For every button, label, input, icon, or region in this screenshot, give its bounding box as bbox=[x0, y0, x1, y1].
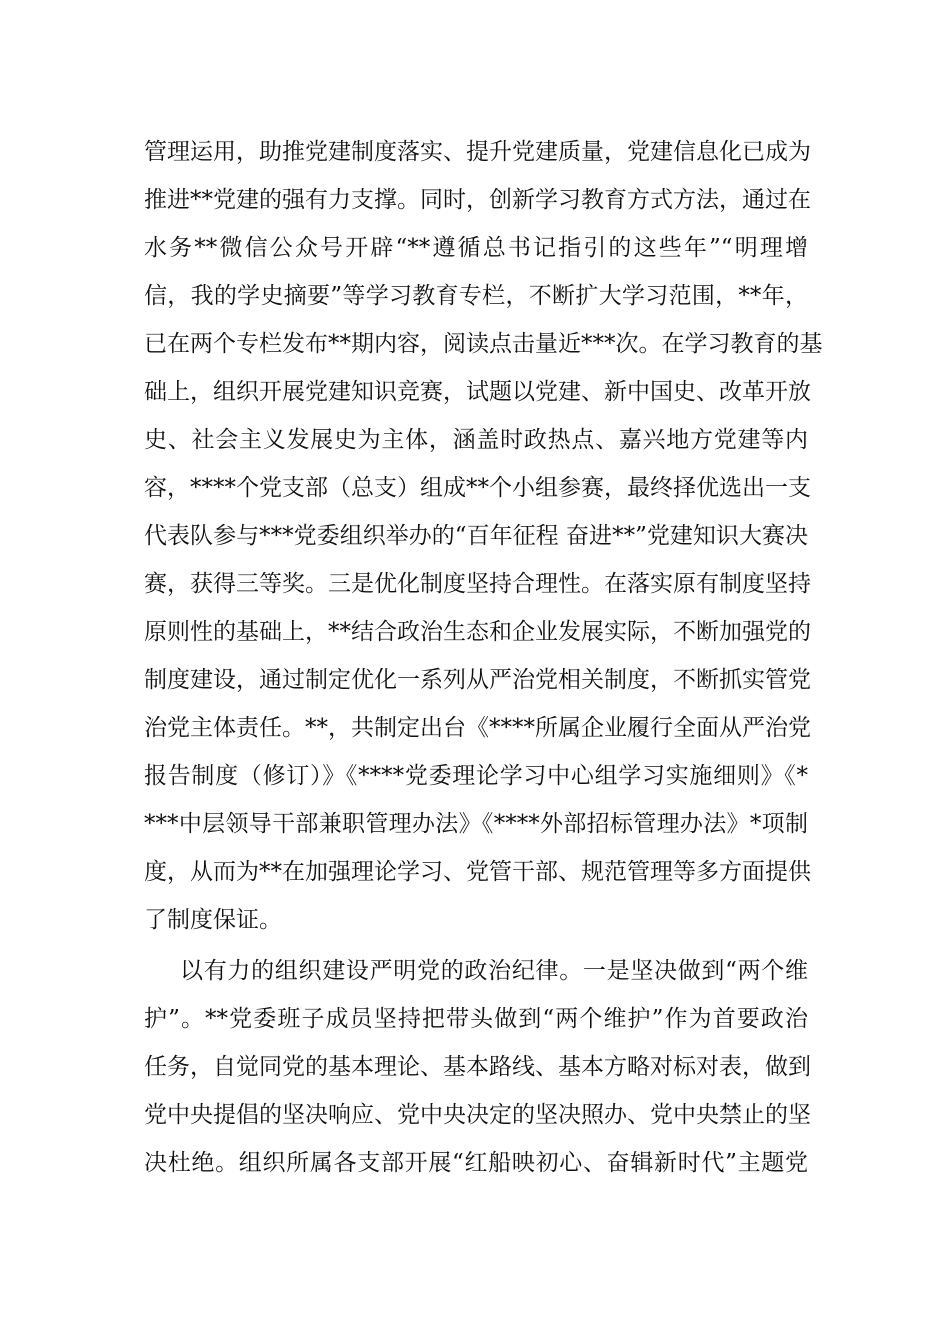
body-text-line: 础上，组织开展党建知识竞赛，试题以党建、新中国史、改革开放 bbox=[144, 379, 811, 405]
body-text-line: 代表队参与***党委组织举办的“百年征程 奋进**”党建知识大赛决 bbox=[144, 523, 808, 549]
body-text-line: 任务，自觉同党的基本理论、基本路线、基本方略对标对表，做到 bbox=[144, 1054, 811, 1080]
body-text-line: 决杜绝。组织所属各支部开展“红船映初心、奋辑新时代”主题党 bbox=[144, 1150, 808, 1176]
body-text-line: 党中央提倡的坚决响应、党中央决定的坚决照办、党中央禁止的坚 bbox=[144, 1102, 811, 1128]
body-text-line: 护”。**党委班子成员坚持把带头做到“两个维护”作为首要政治 bbox=[144, 1006, 808, 1032]
body-text-line: 了制度保证。 bbox=[144, 907, 282, 933]
body-text-line: 赛，获得三等奖。三是优化制度坚持合理性。在落实原有制度坚持 bbox=[144, 571, 811, 597]
body-text-line: 信，我的学史摘要”等学习教育专栏，不断扩大学习范围，**年， bbox=[144, 283, 808, 309]
body-text-line: 已在两个专栏发布**期内容，阅读点击量近***次。在学习教育的基 bbox=[144, 331, 823, 357]
paragraph-first-line: 以有力的组织建设严明党的政治纪律。一是坚决做到“两个维 bbox=[180, 958, 808, 984]
body-text-line: 容，****个党支部（总支）组成**个小组参赛，最终择优选出一支 bbox=[144, 475, 811, 501]
body-text-line: 度，从而为**在加强理论学习、党管干部、规范管理等多方面提供 bbox=[144, 859, 811, 885]
body-text-line: 水务**微信公众号开辟“**遵循总书记指引的这些年”“明理增 bbox=[144, 235, 808, 261]
body-text-line: 治党主体责任。**，共制定出台《****所属企业履行全面从严治党 bbox=[144, 715, 811, 741]
body-text-line: 管理运用，助推党建制度落实、提升党建质量，党建信息化已成为 bbox=[144, 139, 811, 165]
body-text-line: ***中层领导干部兼职管理办法》《****外部招标管理办法》*项制 bbox=[144, 811, 808, 837]
body-text-line: 原则性的基础上，**结合政治生态和企业发展实际，不断加强党的 bbox=[144, 619, 811, 645]
body-text-line: 史、社会主义发展史为主体，涵盖时政热点、嘉兴地方党建等内 bbox=[144, 427, 808, 453]
body-text-line: 推进**党建的强有力支撑。同时，创新学习教育方式方法，通过在 bbox=[144, 187, 811, 213]
body-text-line: 报告制度（修订）》《****党委理论学习中心组学习实施细则》《* bbox=[144, 763, 808, 789]
body-text-line: 制度建设，通过制定优化一系列从严治党相关制度，不断抓实管党 bbox=[144, 667, 811, 693]
